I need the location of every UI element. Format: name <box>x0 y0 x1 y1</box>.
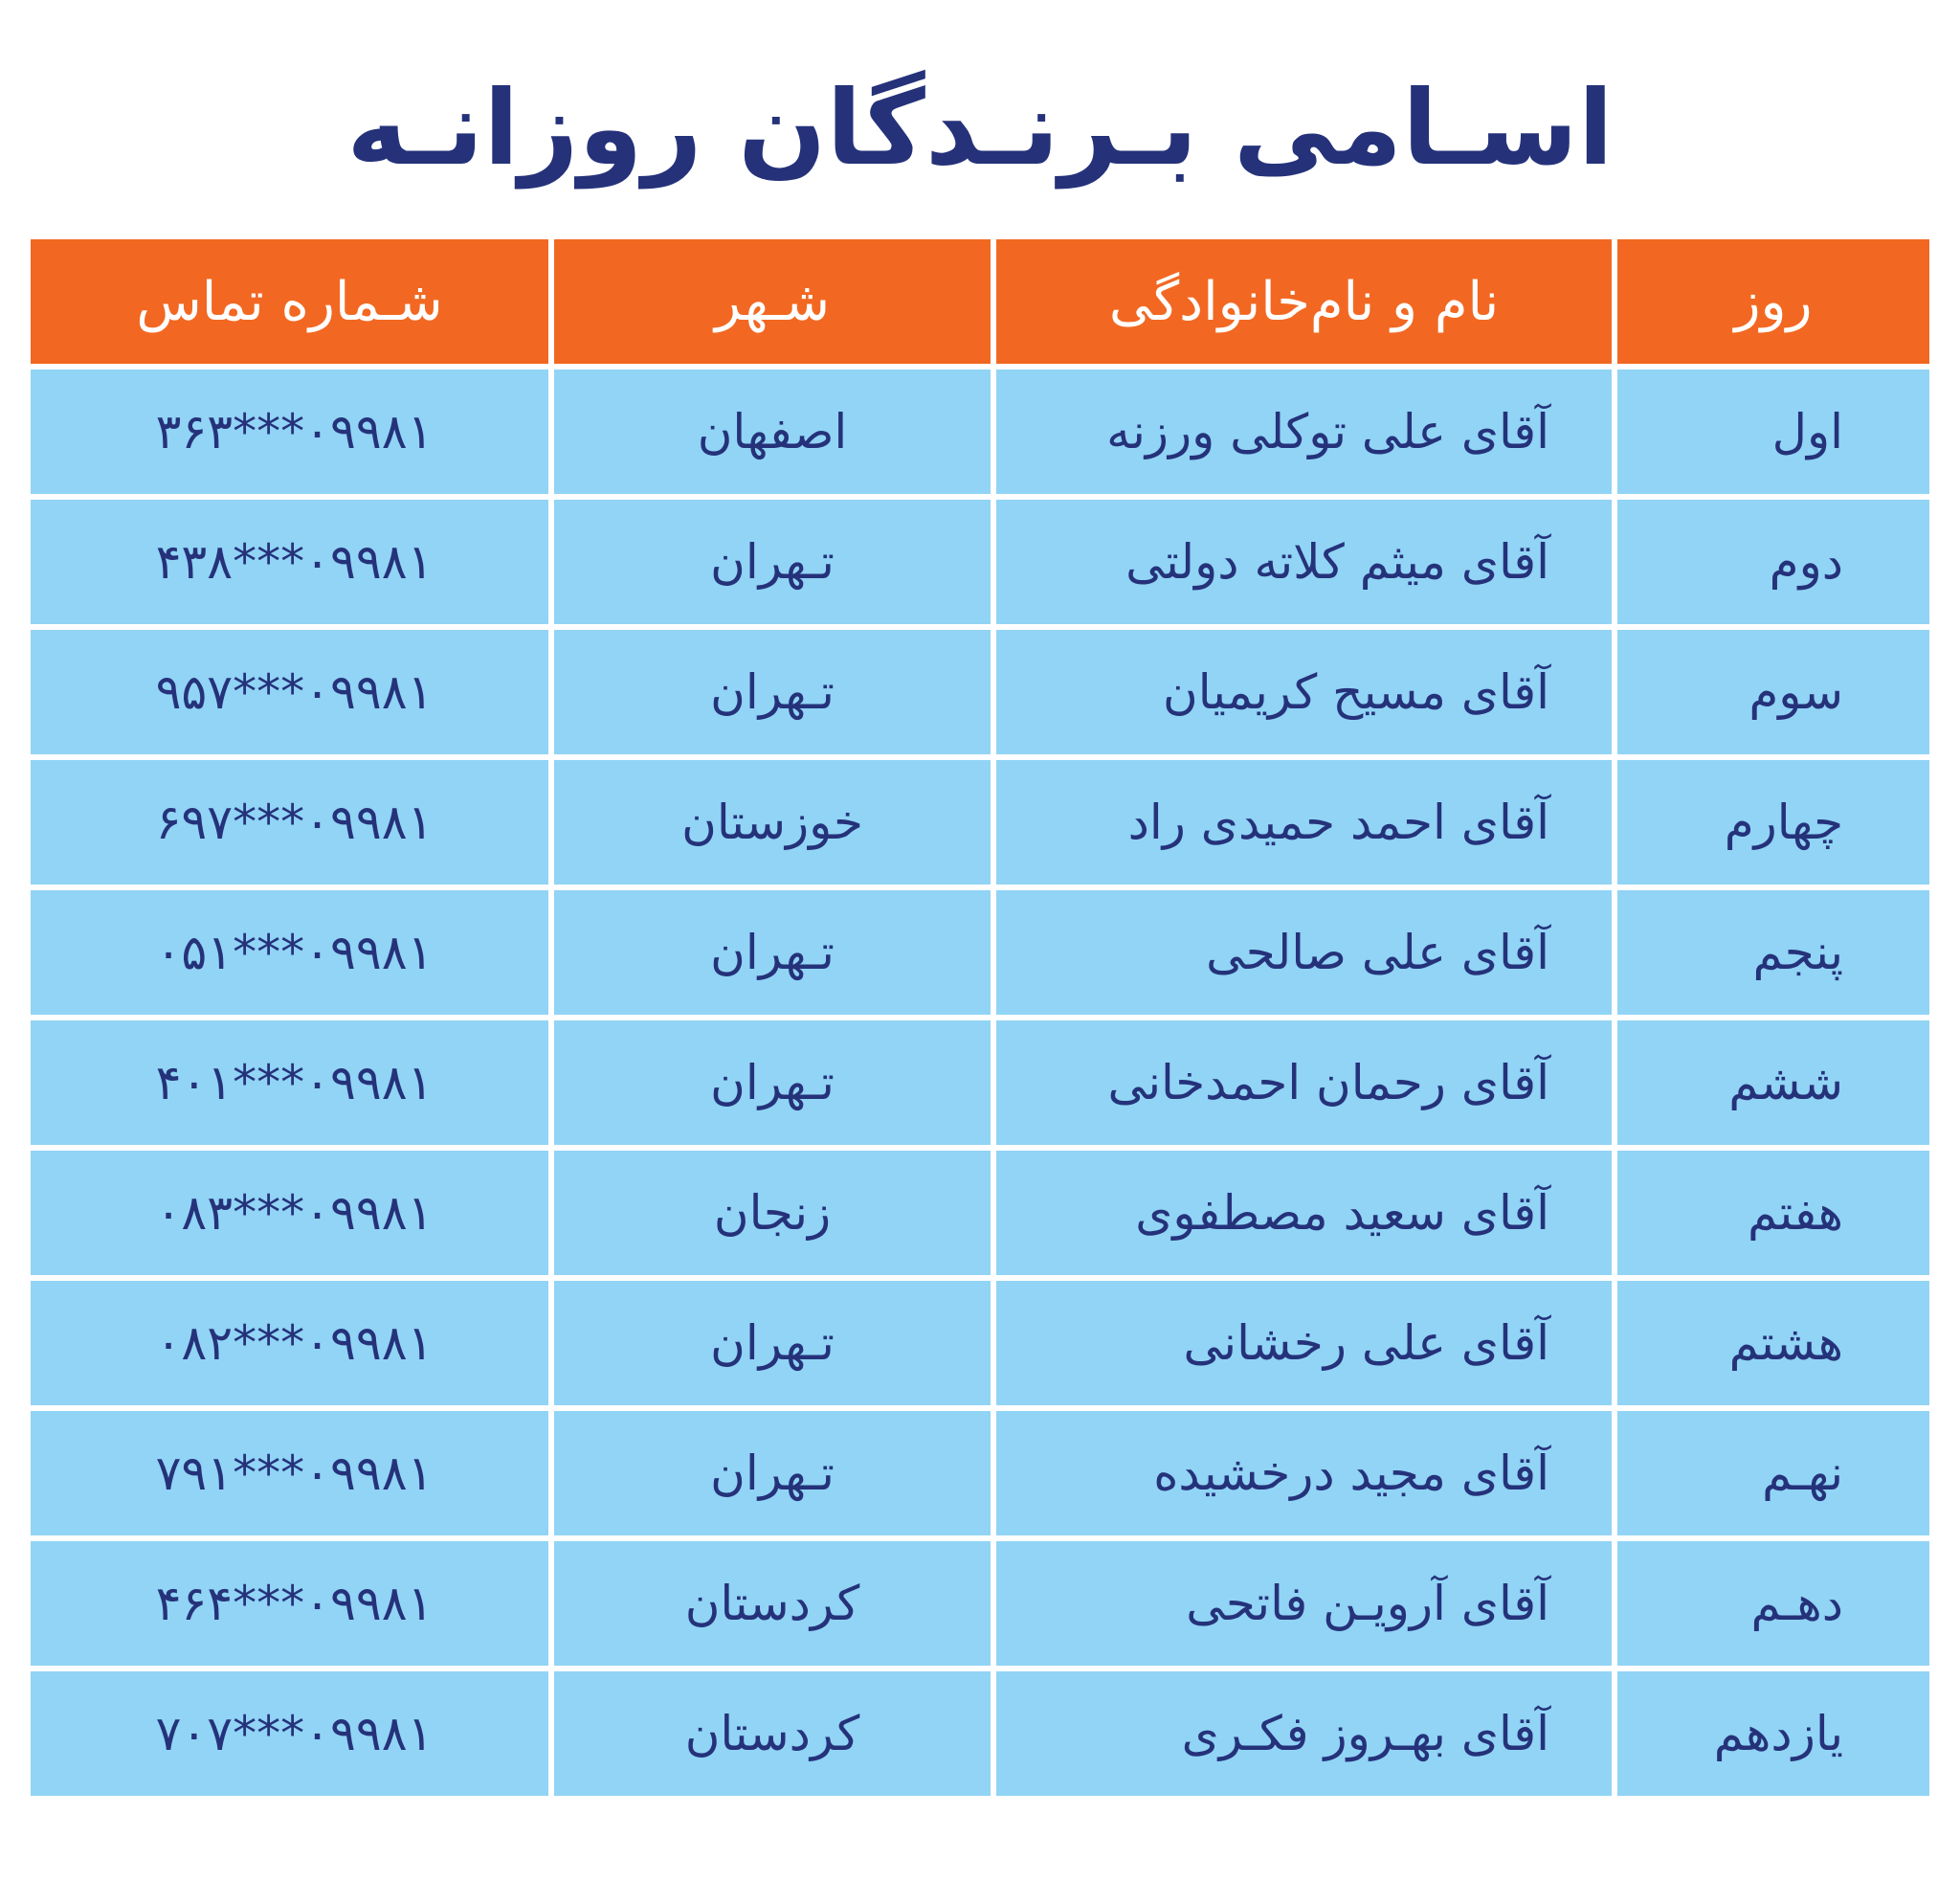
phone-cell: ۰۹۹۸۱***۳۶۳ <box>31 370 548 494</box>
day-cell: پنجم <box>1617 890 1929 1015</box>
city-cell: تـهران <box>554 500 991 624</box>
name-cell: آقای بهـروز فکـری <box>996 1671 1612 1796</box>
day-cell: هفتم <box>1617 1151 1929 1275</box>
day-cell: دوم <box>1617 500 1929 624</box>
day-cell: ششم <box>1617 1020 1929 1145</box>
phone-cell: ۰۹۹۸۱***۷۹۱ <box>31 1411 548 1535</box>
name-cell: آقای علی رخشانی <box>996 1281 1612 1405</box>
city-cell: تـهران <box>554 1411 991 1535</box>
name-cell: آقای مسیح کریمیان <box>996 630 1612 754</box>
city-cell: تـهران <box>554 630 991 754</box>
city-cell: تـهران <box>554 1020 991 1145</box>
phone-cell: ۰۹۹۸۱***۰۸۲ <box>31 1281 548 1405</box>
day-cell: اول <box>1617 370 1929 494</box>
name-cell: آقای سعید مصطفوی <box>996 1151 1612 1275</box>
header-phone: شـماره تماس <box>31 239 548 364</box>
day-cell: نهـم <box>1617 1411 1929 1535</box>
phone-cell: ۰۹۹۸۱***۶۹۷ <box>31 760 548 885</box>
city-cell: کردستان <box>554 1541 991 1666</box>
phone-cell: ۰۹۹۸۱***۹۵۷ <box>31 630 548 754</box>
city-cell: کردستان <box>554 1671 991 1796</box>
city-cell: اصفهان <box>554 370 991 494</box>
day-cell: سوم <box>1617 630 1929 754</box>
phone-cell: ۰۹۹۸۱***۴۳۸ <box>31 500 548 624</box>
name-cell: آقای احمد حمیدی راد <box>996 760 1612 885</box>
city-cell: تـهران <box>554 890 991 1015</box>
header-day: روز <box>1617 239 1929 364</box>
city-cell: خوزستان <box>554 760 991 885</box>
phone-cell: ۰۹۹۸۱***۴۶۴ <box>31 1541 548 1666</box>
phone-cell: ۰۹۹۸۱***۷۰۷ <box>31 1671 548 1796</box>
phone-cell: ۰۹۹۸۱***۰۸۳ <box>31 1151 548 1275</box>
name-cell: آقای مجید درخشیده <box>996 1411 1612 1535</box>
day-cell: یازدهم <box>1617 1671 1929 1796</box>
phone-cell: ۰۹۹۸۱***۰۵۱ <box>31 890 548 1015</box>
header-city: شـهر <box>554 239 991 364</box>
day-cell: هشتم <box>1617 1281 1929 1405</box>
city-cell: تـهران <box>554 1281 991 1405</box>
day-cell: دهـم <box>1617 1541 1929 1666</box>
city-cell: زنجان <box>554 1151 991 1275</box>
name-cell: آقای میثم کلاته دولتی <box>996 500 1612 624</box>
winners-table <box>31 239 1929 1796</box>
name-cell: آقای آرویـن فاتحی <box>996 1541 1612 1666</box>
page-title: اسـامی بـرنـدگان روزانـه <box>346 69 1614 189</box>
header-name: نام و نام‌خانوادگی <box>996 239 1612 364</box>
name-cell: آقای رحمان احمدخانی <box>996 1020 1612 1145</box>
phone-cell: ۰۹۹۸۱***۴۰۱ <box>31 1020 548 1145</box>
name-cell: آقای علی صالحی <box>996 890 1612 1015</box>
name-cell: آقای علی توکلی ورزنه <box>996 370 1612 494</box>
day-cell: چهارم <box>1617 760 1929 885</box>
